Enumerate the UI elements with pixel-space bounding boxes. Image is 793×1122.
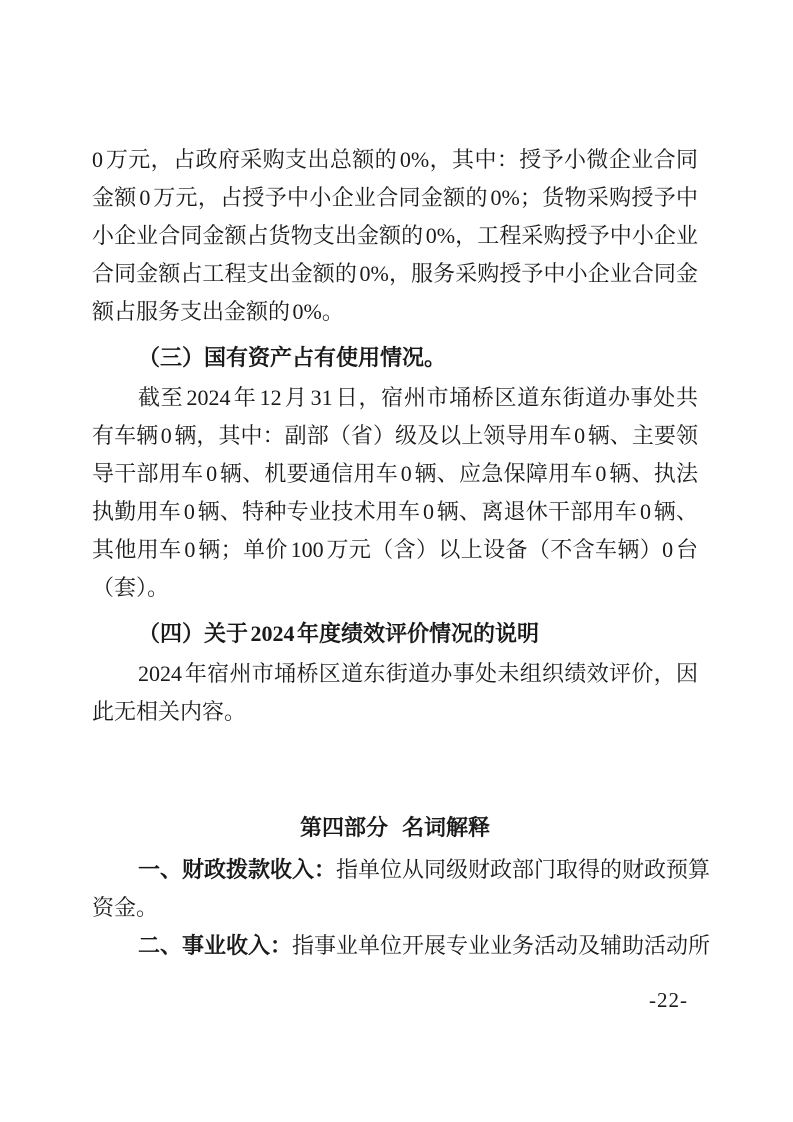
term-fiscal-appropriation-text: 指单位从同级财政部门取得的财政预算 xyxy=(336,857,711,882)
assets-paragraph-line-1: 截至 2024 年 12 月 31 日，宿州市埇桥区道东街道办事处共 xyxy=(138,385,698,410)
assets-paragraph-line-4: 执勤用车 0 辆、特种专业技术用车 0 辆、离退休干部用车 0 辆、 xyxy=(92,499,698,524)
term-business-income-line-1 xyxy=(92,927,711,965)
assets-paragraph-line-6: （套）。 xyxy=(92,575,170,600)
term-fiscal-appropriation-line-2: 资金。 xyxy=(92,895,159,920)
performance-paragraph-line-2: 此无相关内容。 xyxy=(92,699,247,724)
heading-state-assets: （三）国有资产占有使用情况。 xyxy=(138,345,447,370)
term-fiscal-appropriation-label: 一、财政拨款收入： xyxy=(138,857,337,882)
assets-paragraph-line-3: 导干部用车 0 辆、机要通信用车 0 辆、应急保障用车 0 辆、执法 xyxy=(92,461,698,486)
procurement-paragraph-line-3: 小企业合同金额占货物支出金额的 0%，工程采购授予中小企业 xyxy=(92,223,698,248)
term-fiscal-appropriation-line-1 xyxy=(92,851,711,889)
performance-paragraph-line-1: 2024 年宿州市埇桥区道东街道办事处未组织绩效评价，因 xyxy=(138,661,698,686)
page-number: -22- xyxy=(649,988,688,1012)
term-business-income-label: 二、事业收入： xyxy=(138,933,293,958)
term-business-income-text: 指事业单位开展专业业务活动及辅助活动所 xyxy=(292,933,711,958)
procurement-paragraph-line-2: 金额 0 万元，占授予中小企业合同金额的 0%；货物采购授予中 xyxy=(92,185,698,210)
page-body-text xyxy=(92,141,711,965)
section-title-part4: 第四部分 名词解释 xyxy=(299,815,491,840)
assets-paragraph-line-5: 其他用车 0 辆；单价 100 万元（含）以上设备（不含车辆）0 台 xyxy=(92,537,698,562)
procurement-paragraph-line-5: 额占服务支出金额的 0%。 xyxy=(92,299,344,324)
assets-paragraph-line-2: 有车辆 0 辆，其中：副部（省）级及以上领导用车 0 辆、主要领 xyxy=(92,423,698,448)
heading-performance-evaluation: （四）关于 2024 年度绩效评价情况的说明 xyxy=(138,621,540,646)
procurement-paragraph-line-1: 0 万元，占政府采购支出总额的 0%，其中：授予小微企业合同 xyxy=(92,147,698,172)
procurement-paragraph-line-4: 合同金额占工程支出金额的 0%，服务采购授予中小企业合同金 xyxy=(92,261,699,286)
